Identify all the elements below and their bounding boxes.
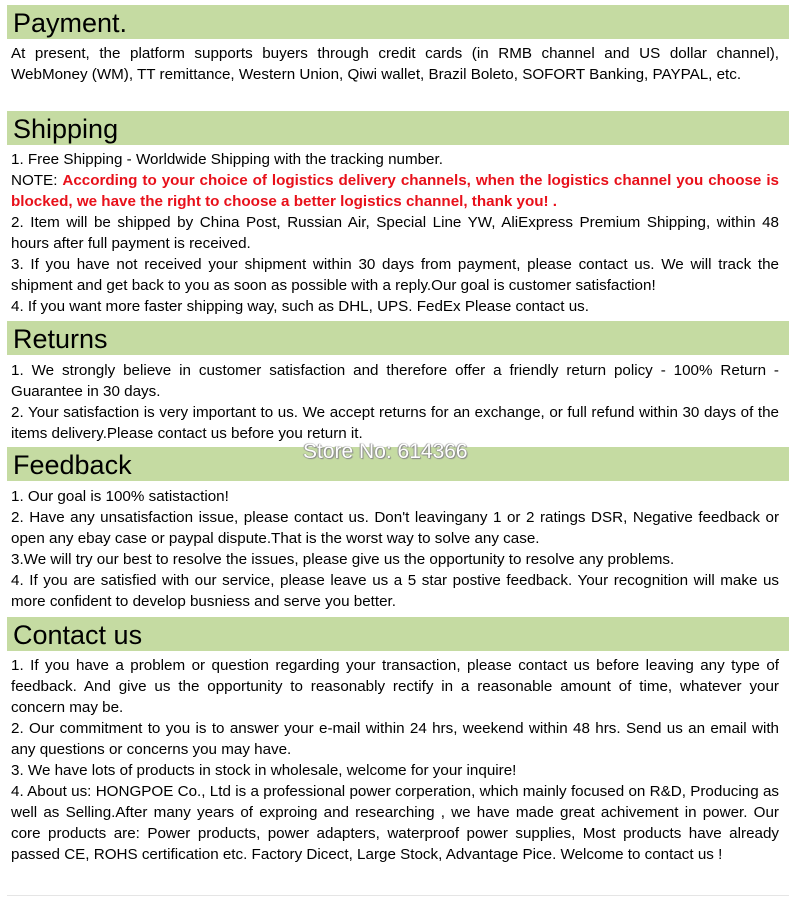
feedback-item-3: 3.We will try our best to resolve the issues, please give us the opportunity to resolve any problems. [11, 551, 675, 568]
returns-section [11, 360, 779, 444]
returns-header: Returns [7, 321, 789, 355]
shipping-note-text: According to your choice of logistics delivery channels, when the logistics channel you choose is blocked, we have the right to choose a better logistics channel, thank you! . [11, 172, 779, 210]
contact-header: Contact us [7, 617, 789, 651]
contact-section [11, 655, 779, 865]
store-watermark: Store No: 614366 [303, 440, 468, 463]
payment-section [11, 43, 779, 85]
contact-item-3: 3. We have lots of products in stock in wholesale, welcome for your inquire! [11, 762, 517, 779]
shipping-note-label: NOTE: [11, 172, 63, 189]
contact-item-4: 4. About us: HONGPOE Co., Ltd is a professional power corperation, which mainly focused on R&D, Producing as well as Selling.After many years of exproing and researching , we have made great achivement in power. Our core products are: Power products, power adapters, waterproof power supplies, Most products have already passed CE, ROHS certification etc. Factory Dicect, Large Stock, Advantage Pice. Welcome to contact us ! [11, 783, 779, 863]
shipping-item-1: 1. Free Shipping - Worldwide Shipping with the tracking number. [11, 151, 443, 168]
bottom-divider [7, 895, 789, 896]
shipping-note [11, 170, 779, 212]
feedback-item-4: 4. If you are satisfied with our service, please leave us a 5 star postive feedback. Your recognition will make us more confident to develop busniess and serve you better. [11, 572, 779, 610]
contact-item-1: 1. If you have a problem or question regarding your transaction, please contact us before leaving any type of feedback. And give us the opportunity to reasonably rectify in a reasonable amount of time, whatever your concern may be. [11, 657, 779, 716]
payment-header: Payment. [7, 5, 789, 39]
shipping-item-2: 2. Item will be shipped by China Post, Russian Air, Special Line YW, AliExpress Premium Shipping, within 48 hours after full payment is received. [11, 214, 779, 252]
feedback-item-1: 1. Our goal is 100% satistaction! [11, 488, 229, 505]
returns-item-2: 2. Your satisfaction is very important to us. We accept returns for an exchange, or full refund within 30 days of the items delivery.Please contact us before you return it. [11, 404, 779, 442]
shipping-header: Shipping [7, 111, 789, 145]
feedback-section [11, 486, 779, 612]
payment-text: At present, the platform supports buyers through credit cards (in RMB channel and US dollar channel), WebMoney (WM), TT remittance, Western Union, Qiwi wallet, Brazil Boleto, SOFORT Banking, PAYPAL, etc. [11, 45, 779, 83]
feedback-item-2: 2. Have any unsatisfaction issue, please contact us. Don't leavingany 1 or 2 ratings DSR, Negative feedback or open any ebay case or paypal dispute.That is the worst way to solve any case. [11, 509, 779, 547]
returns-item-1: 1. We strongly believe in customer satisfaction and therefore offer a friendly return policy - 100% Return - Guarantee in 30 days. [11, 362, 779, 400]
shipping-item-3: 3. If you have not received your shipment within 30 days from payment, please contact us. We will track the shipment and get back to you as soon as possible with a reply.Our goal is customer satisfaction! [11, 256, 779, 294]
shipping-item-4: 4. If you want more faster shipping way, such as DHL, UPS. FedEx Please contact us. [11, 298, 589, 315]
feedback-header: Feedback [7, 447, 789, 481]
shipping-section [11, 149, 779, 317]
contact-item-2: 2. Our commitment to you is to answer your e-mail within 24 hrs, weekend within 48 hrs. Send us an email with any questions or concerns you may have. [11, 720, 779, 758]
